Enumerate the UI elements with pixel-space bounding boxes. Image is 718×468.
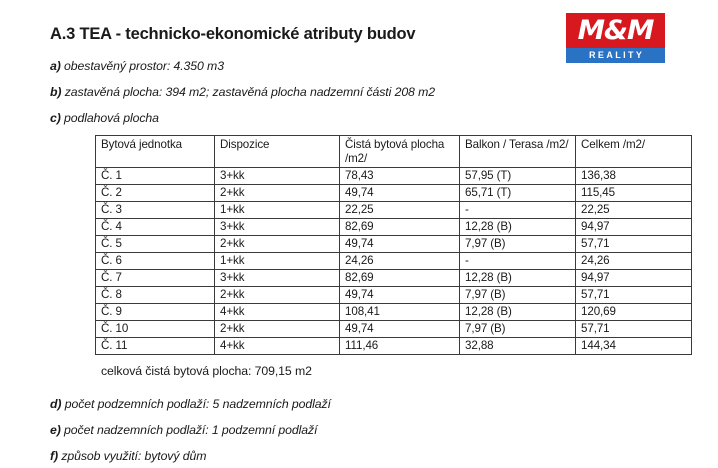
cell-total: 57,71 [576,287,692,304]
logo-subtitle-text: REALITY [589,50,645,60]
table-header-row [96,136,692,168]
cell-net-area: 49,74 [340,185,460,202]
cell-net-area: 49,74 [340,287,460,304]
list-item-e [50,423,317,437]
cell-total: 57,71 [576,321,692,338]
cell-layout: 3+kk [215,270,340,287]
table-row [96,270,692,287]
list-item-d [50,397,331,411]
table-row [96,185,692,202]
floor-area-table-container [95,135,661,355]
cell-layout: 3+kk [215,168,340,185]
list-text-a: obestavěný prostor: 4.350 m3 [60,59,224,73]
cell-balcony: 7,97 (B) [460,287,576,304]
cell-balcony: 7,97 (B) [460,236,576,253]
table-row [96,168,692,185]
list-marker-b: b) [50,85,62,99]
column-header-layout: Dispozice [215,136,340,168]
cell-balcony: 57,95 (T) [460,168,576,185]
cell-layout: 4+kk [215,338,340,355]
cell-layout: 2+kk [215,321,340,338]
cell-net-area: 111,46 [340,338,460,355]
list-item-a [50,59,224,73]
cell-unit: Č. 8 [96,287,215,304]
column-header-total: Celkem /m2/ [576,136,692,168]
cell-layout: 2+kk [215,236,340,253]
cell-net-area: 49,74 [340,321,460,338]
table-body [96,168,692,355]
table-row [96,202,692,219]
floor-area-table [95,135,692,355]
table-row [96,338,692,355]
cell-layout: 1+kk [215,253,340,270]
cell-unit: Č. 9 [96,304,215,321]
cell-unit: Č. 2 [96,185,215,202]
cell-total: 115,45 [576,185,692,202]
logo-blue-bar [566,48,665,63]
cell-layout: 3+kk [215,219,340,236]
cell-layout: 1+kk [215,202,340,219]
cell-balcony: - [460,253,576,270]
cell-layout: 4+kk [215,304,340,321]
cell-total: 94,97 [576,270,692,287]
cell-total: 120,69 [576,304,692,321]
list-text-d: počet podzemních podlaží: 5 nadzemních podlaží [61,397,331,411]
cell-total: 136,38 [576,168,692,185]
table-row [96,253,692,270]
cell-unit: Č. 11 [96,338,215,355]
cell-balcony: 32,88 [460,338,576,355]
list-text-f: způsob využití: bytový dům [58,449,207,463]
cell-balcony: 12,28 (B) [460,270,576,287]
cell-balcony: - [460,202,576,219]
cell-unit: Č. 5 [96,236,215,253]
cell-unit: Č. 7 [96,270,215,287]
column-header-balcony: Balkon / Terasa /m2/ [460,136,576,168]
total-net-area-summary: celková čistá bytová plocha: 709,15 m2 [101,364,312,378]
cell-layout: 2+kk [215,287,340,304]
cell-net-area: 108,41 [340,304,460,321]
cell-net-area: 49,74 [340,236,460,253]
list-text-e: počet nadzemních podlaží: 1 podzemní podlaží [60,423,318,437]
list-item-b [50,85,435,99]
cell-unit: Č. 4 [96,219,215,236]
list-marker-f: f) [50,449,58,463]
cell-total: 57,71 [576,236,692,253]
cell-total: 22,25 [576,202,692,219]
cell-balcony: 12,28 (B) [460,304,576,321]
cell-balcony: 7,97 (B) [460,321,576,338]
cell-unit: Č. 1 [96,168,215,185]
page-title: A.3 TEA - technicko-ekonomické atributy budov [50,25,416,43]
column-header-unit: Bytová jednotka [96,136,215,168]
cell-net-area: 22,25 [340,202,460,219]
list-marker-d: d) [50,397,62,411]
table-header [96,136,692,168]
table-row [96,321,692,338]
mm-reality-logo [566,13,665,63]
list-text-c: podlahová plocha [60,111,159,125]
cell-total: 24,26 [576,253,692,270]
cell-net-area: 24,26 [340,253,460,270]
cell-unit: Č. 10 [96,321,215,338]
table-row [96,219,692,236]
cell-balcony: 65,71 (T) [460,185,576,202]
list-text-b: zastavěná plocha: 394 m2; zastavěná plocha nadzemní části 208 m2 [61,85,435,99]
list-item-f [50,449,206,463]
cell-unit: Č. 3 [96,202,215,219]
cell-net-area: 78,43 [340,168,460,185]
cell-total: 144,34 [576,338,692,355]
cell-total: 94,97 [576,219,692,236]
list-item-c [50,111,159,125]
cell-net-area: 82,69 [340,270,460,287]
table-row [96,287,692,304]
column-header-net-area: Čistá bytová plocha /m2/ [340,136,460,168]
table-row [96,236,692,253]
cell-unit: Č. 6 [96,253,215,270]
cell-balcony: 12,28 (B) [460,219,576,236]
cell-net-area: 82,69 [340,219,460,236]
table-row [96,304,692,321]
list-marker-e: e) [50,423,61,437]
logo-red-block [566,13,665,48]
logo-brand-text: M&M [577,15,654,46]
list-marker-a: a) [50,59,61,73]
list-marker-c: c) [50,111,61,125]
cell-layout: 2+kk [215,185,340,202]
